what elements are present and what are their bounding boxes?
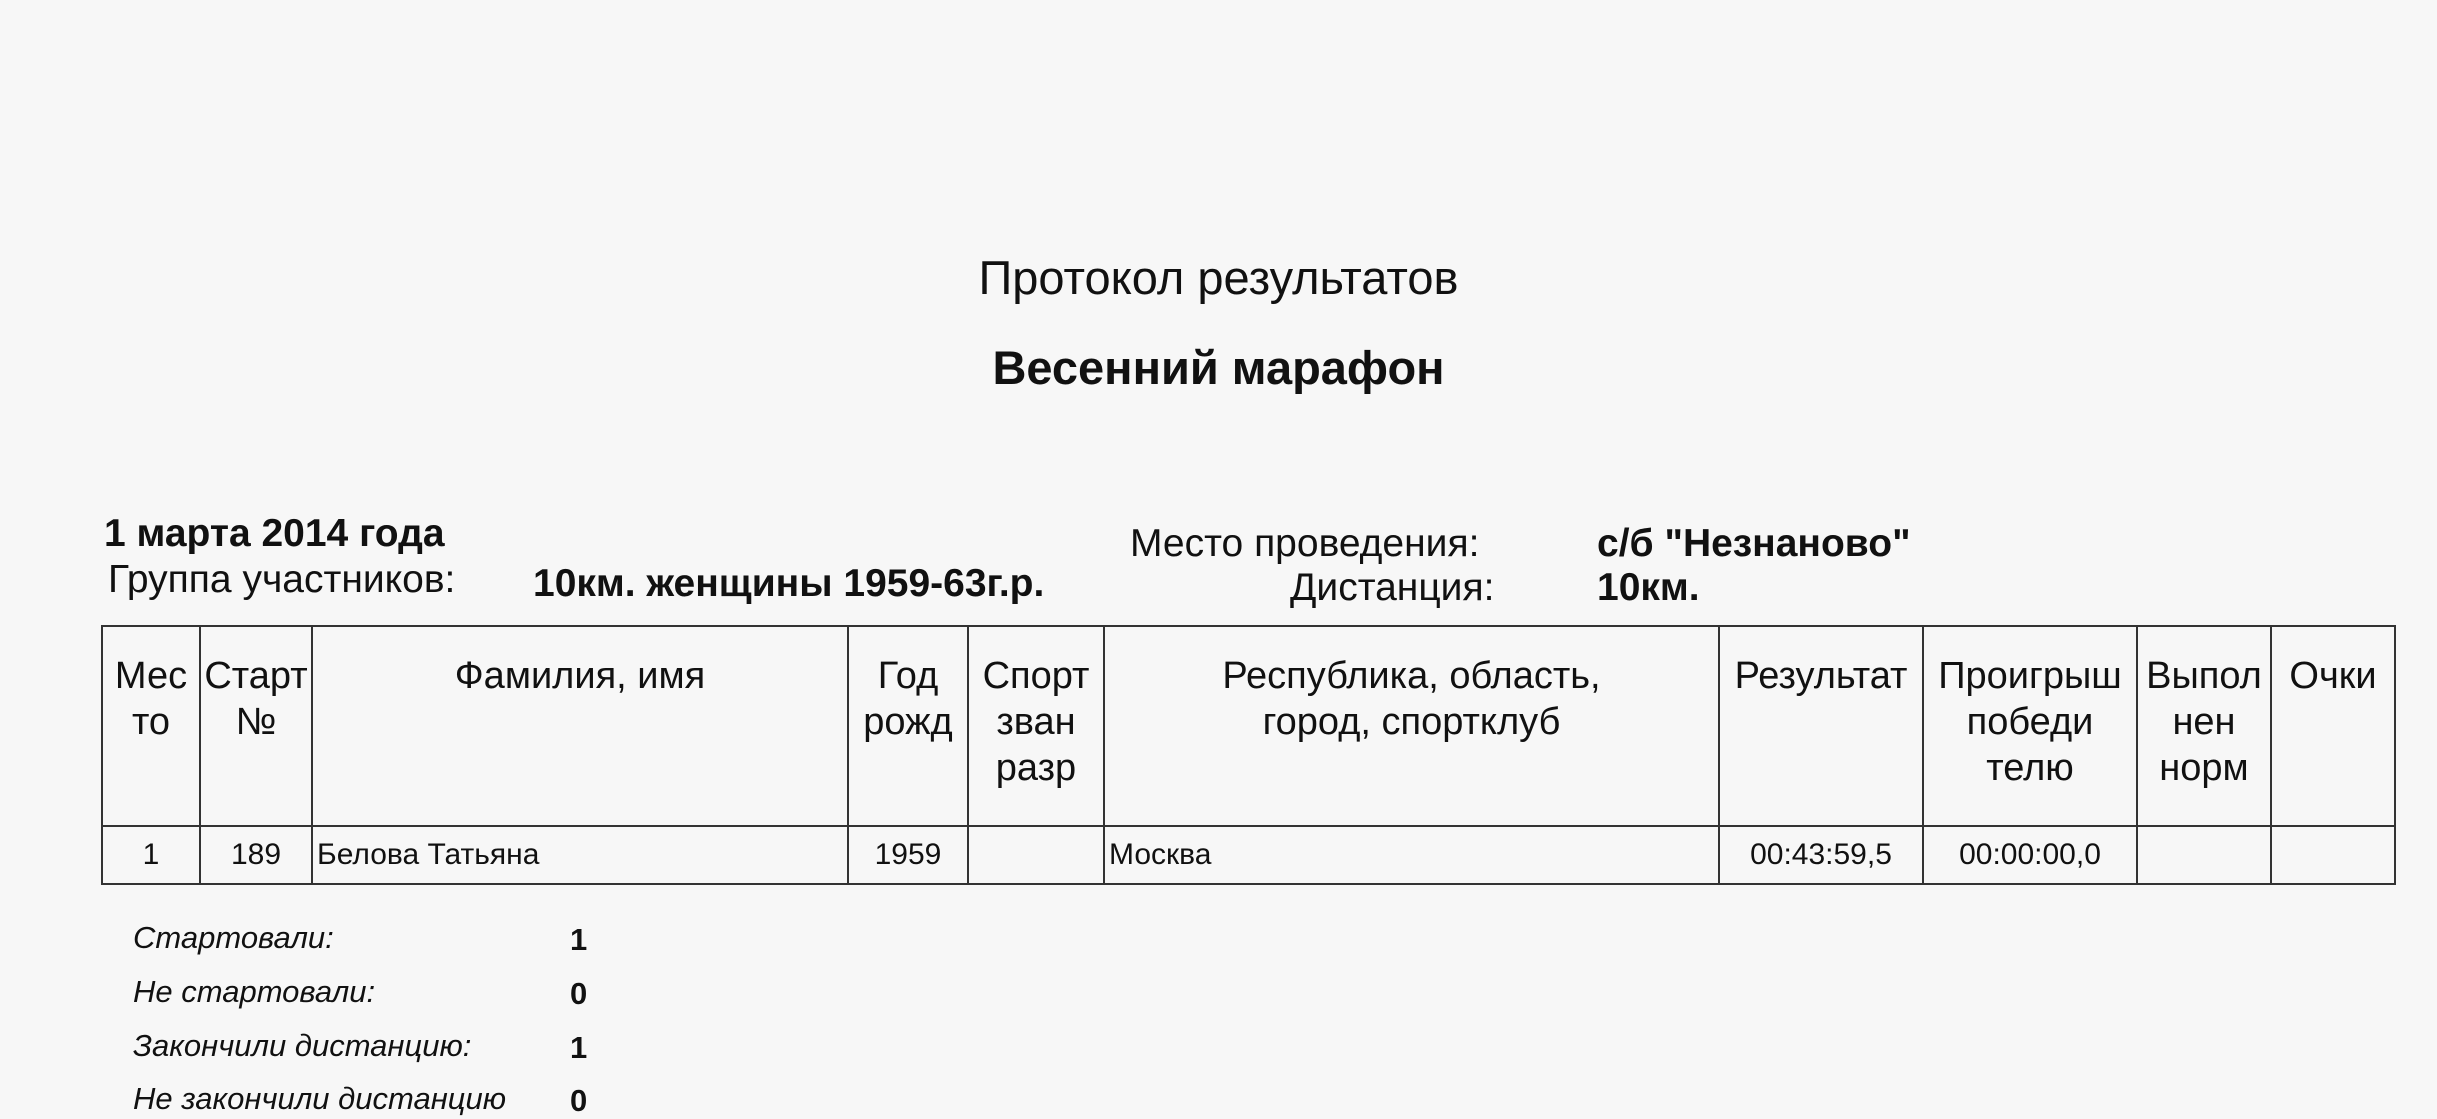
column-header-birth-year: Год рожд [848, 626, 968, 826]
document-title: Протокол результатов [978, 251, 1459, 304]
table-header-row [102, 626, 2395, 826]
cell-name: Белова Татьяна [312, 826, 848, 884]
cell-place: 1 [102, 826, 200, 884]
summary-not-finished-value: 0 [570, 1083, 588, 1118]
distance-label: Дистанция: [1290, 566, 1495, 609]
table-row [102, 826, 2395, 884]
summary-finished-label: Закончили дистанцию: [133, 1028, 472, 1063]
column-header-points: Очки [2271, 626, 2395, 826]
group-value: 10км. женщины 1959-63г.р. [533, 562, 1045, 605]
column-header-gap: Проигрыш победи телю [1923, 626, 2137, 826]
summary-started-label: Стартовали: [133, 920, 334, 955]
venue-label: Место проведения: [1130, 522, 1480, 565]
event-name: Весенний марафон [992, 341, 1445, 394]
column-header-norm: Выпол нен норм [2137, 626, 2271, 826]
column-header-result: Результат [1719, 626, 1923, 826]
results-table [101, 625, 2396, 885]
event-date: 1 марта 2014 года [104, 512, 445, 555]
cell-region: Москва [1104, 826, 1719, 884]
group-label: Группа участников: [108, 558, 456, 601]
summary-not-started-value: 0 [570, 976, 588, 1011]
cell-start-number: 189 [200, 826, 312, 884]
cell-points [2271, 826, 2395, 884]
cell-gap: 00:00:00,0 [1923, 826, 2137, 884]
cell-norm [2137, 826, 2271, 884]
summary-not-started-label: Не стартовали: [133, 974, 376, 1009]
cell-sport-rank [968, 826, 1104, 884]
venue-value: с/б "Незнаново" [1597, 522, 1911, 565]
summary-finished-value: 1 [570, 1030, 588, 1065]
column-header-sport-rank: Спорт зван разр [968, 626, 1104, 826]
cell-result: 00:43:59,5 [1719, 826, 1923, 884]
summary-started-value: 1 [570, 922, 588, 957]
distance-value: 10км. [1597, 566, 1700, 609]
summary-not-finished-label: Не закончили дистанцию [133, 1081, 507, 1116]
cell-birth-year: 1959 [848, 826, 968, 884]
column-header-place: Мес то [102, 626, 200, 826]
column-header-name: Фамилия, имя [312, 626, 848, 826]
column-header-region: Республика, область, город, спортклуб [1104, 626, 1719, 826]
column-header-start-number: Старт № [200, 626, 312, 826]
